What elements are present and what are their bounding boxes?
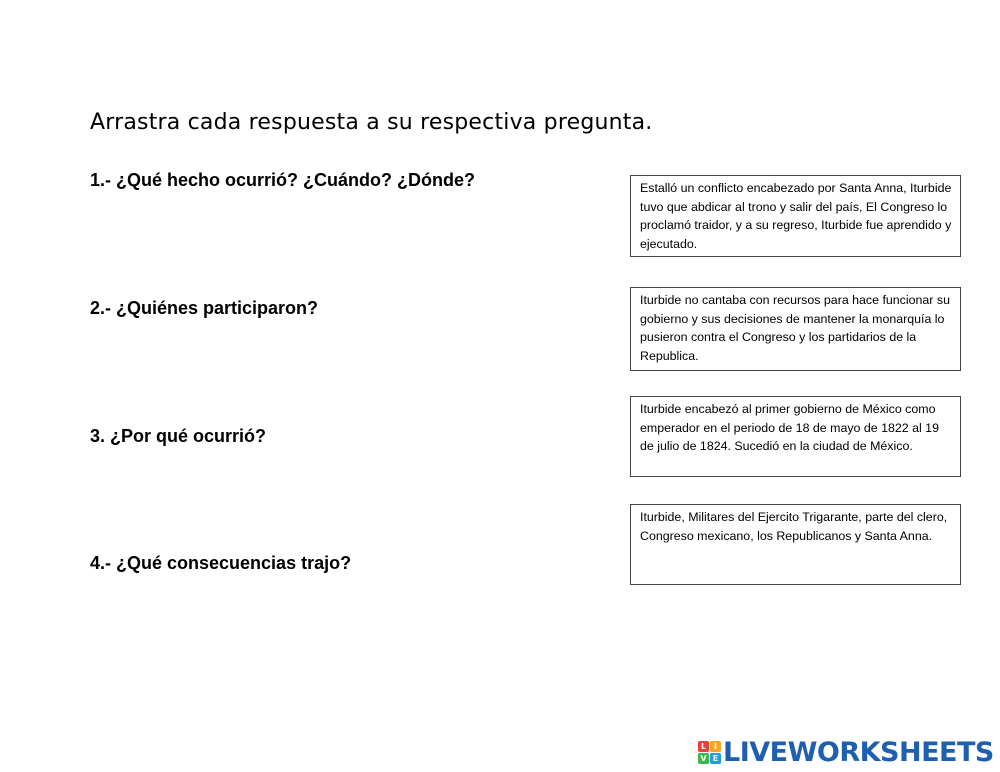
- answer-card-text: Iturbide, Militares del Ejercito Trigarante, parte del clero, Congreso mexicano, los Republicanos y Santa Anna.: [640, 510, 948, 543]
- question-3: 3. ¿Por qué ocurrió?: [90, 426, 267, 446]
- logo-grid-cell: V: [698, 753, 709, 764]
- answer-card-text: Estalló un conflicto encabezado por Santa Anna, Iturbide tuvo que abdicar al trono y salir del país, El Congreso lo proclamó traidor, y a su regreso, Iturbide fue aprendido y ejecutado.: [640, 181, 952, 251]
- question-2: 2.- ¿Quiénes participaron?: [90, 298, 319, 318]
- answer-card-2[interactable]: [630, 287, 961, 371]
- logo-grid-cell: I: [710, 741, 721, 752]
- instruction-text: Arrastra cada respuesta a su respectiva pregunta.: [90, 110, 653, 135]
- answer-card-3[interactable]: [630, 396, 961, 477]
- answer-card-1[interactable]: [630, 175, 961, 257]
- answer-card-text: Iturbide encabezó al primer gobierno de México como emperador en el periodo de 18 de mayo de 1822 al 19 de julio de 1824. Sucedió en la ciudad de México.: [640, 402, 939, 453]
- logo-mark-icon: [698, 741, 721, 764]
- liveworksheets-logo: [698, 736, 994, 768]
- question-1: 1.- ¿Qué hecho ocurrió? ¿Cuándo? ¿Dónde?: [90, 170, 475, 190]
- answer-card-4[interactable]: [630, 504, 961, 585]
- logo-text: LIVEWORKSHEETS: [723, 736, 994, 768]
- logo-grid-cell: E: [710, 753, 721, 764]
- question-4: 4.- ¿Qué consecuencias trajo?: [90, 553, 352, 573]
- logo-grid-cell: L: [698, 741, 709, 752]
- answer-card-text: Iturbide no cantaba con recursos para hace funcionar su gobierno y sus decisiones de mantener la monarquía lo pusieron contra el Congreso y los partidarios de la Republica.: [640, 293, 950, 363]
